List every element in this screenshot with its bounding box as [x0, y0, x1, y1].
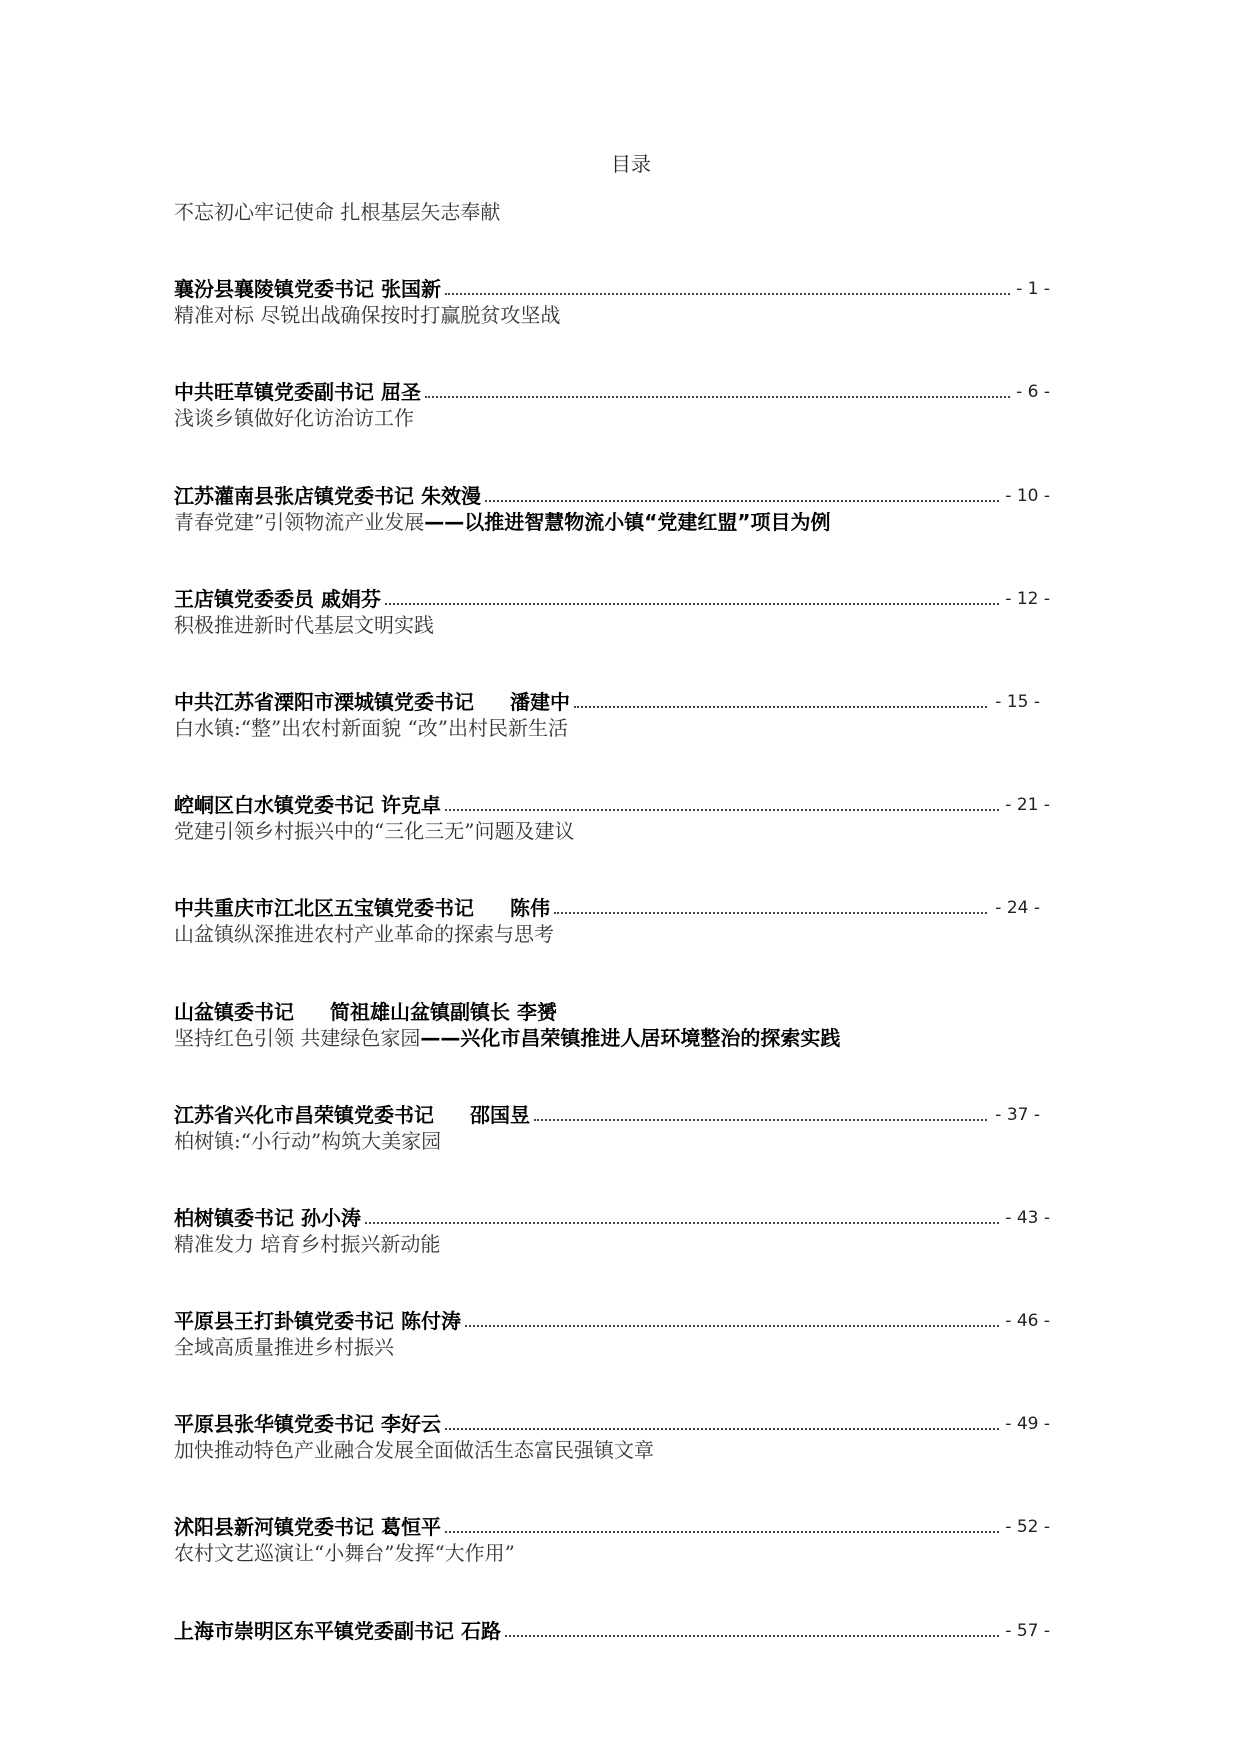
toc-entry-title	[174, 611, 1050, 664]
toc-entry-author[interactable]	[174, 767, 1050, 818]
dot-leader	[425, 396, 1010, 398]
toc-title-text: 党建引领乡村振兴中的“三化三无”问题及建议	[174, 819, 575, 844]
toc-title-text: 农村文艺巡演让“小舞台”发挥“大作用”	[174, 1541, 515, 1566]
toc-title-subtitle: 兴化市昌荣镇推进人居环境整治的探索实践	[460, 1025, 841, 1050]
toc-title-subtitle: 以推进智慧物流小镇“党建红盟”项目为例	[464, 509, 831, 534]
toc-entry-author[interactable]	[174, 251, 1050, 302]
toc-page-number: - 49 -	[1005, 1414, 1050, 1435]
toc-page-number: - 57 -	[1005, 1620, 1050, 1641]
toc-title-text: 山盆镇纵深推进农村产业革命的探索与思考	[174, 922, 554, 947]
toc-entry-author[interactable]	[174, 973, 1050, 1024]
toc-author-name: 邵国昱	[470, 1102, 530, 1127]
toc-author-text: 平原县张华镇党委书记 李好云	[174, 1412, 441, 1437]
toc-entry-author[interactable]	[174, 1489, 1050, 1540]
toc-title-text: 柏树镇:“小行动”构筑大美家园	[174, 1128, 442, 1153]
toc-title-text: 青春党建”引领物流产业发展	[174, 509, 425, 534]
toc-author-role: 中共重庆市江北区五宝镇党委书记	[174, 896, 474, 921]
toc-page-number: - 10 -	[1005, 485, 1050, 506]
toc-author-role: 江苏省兴化市昌荣镇党委书记	[174, 1102, 434, 1127]
toc-entry-author[interactable]	[174, 1179, 1050, 1230]
dot-leader	[365, 1222, 999, 1224]
toc-author-role: 中共江苏省溧阳市溧城镇党委书记	[174, 689, 474, 714]
toc-page-number: - 1 -	[1016, 279, 1050, 300]
toc-author-text: 江苏灌南县张店镇党委书记 朱效漫	[174, 483, 481, 508]
toc-page-number: - 52 -	[1005, 1517, 1050, 1538]
toc-entry-title	[174, 1436, 1050, 1489]
toc-title-text: 积极推进新时代基层文明实践	[174, 612, 434, 637]
toc-title-text: 浅谈乡镇做好化访治访工作	[174, 406, 414, 431]
dot-leader	[485, 500, 999, 502]
toc-entry-author[interactable]	[174, 663, 1050, 714]
toc-author-text	[174, 690, 570, 714]
toc-title-text: 全域高质量推进乡村振兴	[174, 1335, 394, 1360]
toc-entry-title	[174, 1024, 1050, 1077]
toc-title-text: 加快推动特色产业融合发展全面做活生态富民强镇文章	[174, 1438, 654, 1463]
toc-entry-title	[174, 714, 1050, 767]
toc-author-text: 沭阳县新河镇党委书记 葛恒平	[174, 1515, 441, 1540]
toc-title-text: 坚持红色引领 共建绿色家园	[174, 1025, 421, 1050]
toc-page-number: - 21 -	[1005, 795, 1050, 816]
toc-author-name: 潘建中	[510, 689, 570, 714]
toc-entry-title	[174, 1539, 1050, 1592]
toc-page-number: - 24 -	[995, 898, 1040, 919]
dot-leader	[445, 809, 999, 811]
toc-page-number: - 6 -	[1016, 382, 1050, 403]
toc-author-text: 平原县王打卦镇党委书记 陈付涛	[174, 1309, 461, 1334]
toc-entry-author[interactable]	[174, 354, 1050, 405]
toc-entry-author[interactable]	[174, 560, 1050, 611]
toc-entry-title	[174, 920, 1050, 973]
toc-page-number: - 12 -	[1005, 588, 1050, 609]
toc-entry-title	[174, 1333, 1050, 1386]
toc-author-text: 襄汾县襄陵镇党委书记 张国新	[174, 277, 441, 302]
toc-page-number: - 43 -	[1005, 1207, 1050, 1228]
dot-leader	[554, 912, 987, 914]
toc-entry-title	[174, 301, 1050, 354]
dot-leader	[385, 603, 999, 605]
toc-title-text: 精准对标 尽锐出战确保按时打赢脱贫攻坚战	[174, 303, 561, 328]
toc-author-text: 王店镇党委委员 戚娟芬	[174, 586, 381, 611]
dot-leader	[465, 1325, 999, 1327]
toc-title-dash: ——	[424, 509, 465, 534]
toc-entry-author[interactable]	[174, 1592, 1050, 1643]
toc-entry-title	[174, 198, 1050, 251]
toc-entry-title	[174, 404, 1050, 457]
toc-entry-author[interactable]	[174, 1076, 1050, 1127]
toc-entry-title	[174, 508, 1050, 561]
dot-leader	[505, 1635, 999, 1637]
toc-entry-author[interactable]	[174, 1282, 1050, 1333]
toc-author-text: 中共旺草镇党委副书记 屈圣	[174, 380, 421, 405]
toc-title-text: 白水镇:“整”出农村新面貌 “改”出村民新生活	[174, 715, 568, 740]
toc-page-number: - 37 -	[995, 1104, 1040, 1125]
page-title: 目录	[611, 152, 651, 176]
toc-author-text	[174, 896, 550, 920]
toc-entry-title	[174, 817, 1050, 870]
table-of-contents	[174, 198, 1050, 1643]
toc-entry-author[interactable]	[174, 457, 1050, 508]
toc-entry-author[interactable]	[174, 1386, 1050, 1437]
toc-entry-title	[174, 1127, 1050, 1180]
toc-entry-title	[174, 1230, 1050, 1283]
toc-author-text: 上海市崇明区东平镇党委副书记 石路	[174, 1618, 501, 1643]
dot-leader	[574, 706, 987, 708]
toc-title-text: 精准发力 培育乡村振兴新动能	[174, 1231, 441, 1256]
toc-author-text: 柏树镇委书记 孙小涛	[174, 1205, 361, 1230]
dot-leader	[445, 293, 1010, 295]
toc-entry-author[interactable]	[174, 870, 1050, 921]
toc-title-text: 不忘初心牢记使命 扎根基层矢志奉献	[174, 200, 501, 224]
dot-leader	[534, 1119, 987, 1121]
toc-author-name: 简祖雄山盆镇副镇长 李赟	[330, 999, 557, 1024]
toc-page-number: - 15 -	[995, 691, 1040, 712]
dot-leader	[445, 1428, 999, 1430]
toc-page-number: - 46 -	[1005, 1311, 1050, 1332]
toc-title-dash: ——	[420, 1025, 461, 1050]
toc-author-text	[174, 1000, 557, 1024]
toc-author-text: 崆峒区白水镇党委书记 许克卓	[174, 793, 441, 818]
toc-author-name: 陈伟	[510, 896, 550, 921]
toc-author-role: 山盆镇委书记	[174, 999, 294, 1024]
toc-author-text	[174, 1103, 530, 1127]
dot-leader	[445, 1531, 999, 1533]
